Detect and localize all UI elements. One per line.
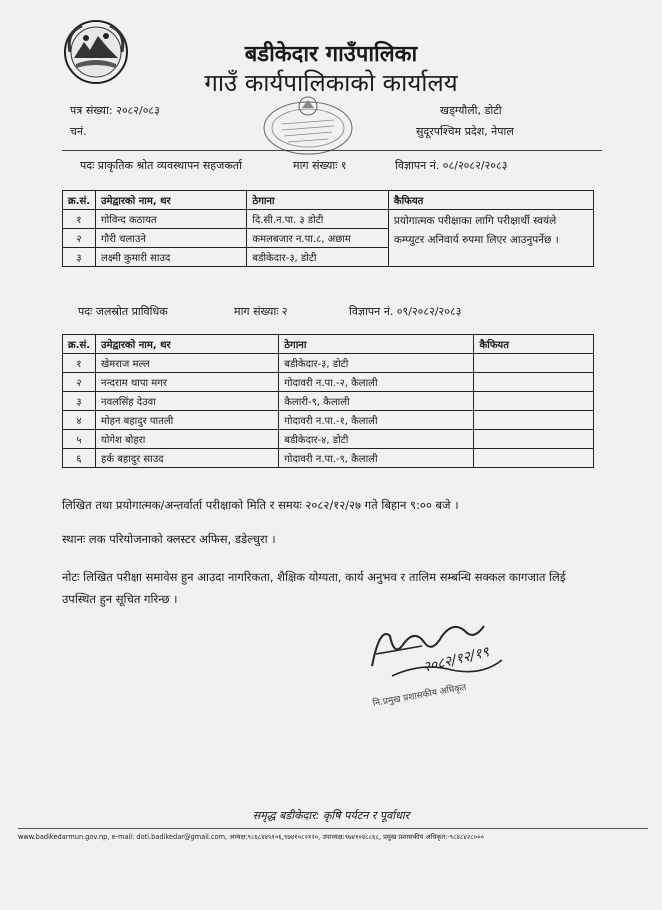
section2-post: पदः जलस्रोत प्राविधिक [78, 305, 168, 318]
cell-remark [474, 430, 594, 449]
section1-demand: माग संख्याः १ [293, 159, 347, 172]
cell-address: दि.सी.न.पा. ३ डोटी [247, 210, 388, 229]
cell-sn: १ [63, 354, 96, 373]
section1-table [62, 190, 594, 267]
note-text: नोटः लिखित परीक्षा समावेस हुन आउदा नागरिकता, शैक्षिक योग्यता, कार्य अनुभव र तालिम सम्बन्धि सक्कल कागजात लिई उपस्थित हुन सूचित गरिन्छ । [62, 570, 566, 607]
handwritten-signature [362, 606, 522, 696]
footer-slogan: समृद्ध बडीकेदार: कृषि पर्यटन र पूर्वाधार [252, 809, 410, 822]
section1-advertisement: विज्ञापन नं. ०८/२०८२/२०८३ [395, 159, 508, 172]
office-seal [258, 94, 358, 158]
cell-remark [474, 449, 594, 468]
cell-sn: २ [63, 229, 96, 248]
cell-name: नन्दराम थापा मगर [96, 373, 279, 392]
signature-block [362, 606, 522, 726]
address-line-2: सुदूरपश्चिम प्रदेश, नेपाल [416, 125, 514, 138]
reference-number: पत्र संख्या: २०८२/०८३ [70, 104, 160, 117]
table-header-row [63, 335, 594, 354]
table-header-row [63, 191, 594, 210]
cell-name: मोहन बहादुर पातली [96, 411, 279, 430]
table-row [63, 411, 594, 430]
column-header-name: उमेद्वारको नाम, थर [96, 335, 279, 354]
column-header-address: ठेगाना [247, 191, 388, 210]
cell-sn: ४ [63, 411, 96, 430]
cell-name: नवलसिंह देउवा [96, 392, 279, 411]
cell-address: गोदावरी न.पा.-१, कैलाली [279, 411, 474, 430]
cell-name: गौरी चलाउने [96, 229, 247, 248]
section2-demand: माग संख्याः २ [234, 305, 288, 318]
header-divider [62, 150, 602, 151]
signatory-title: नि.प्रमुख प्रशासकीय अधिकृत [372, 682, 468, 710]
cell-address: कैलारी-९, कैलाली [279, 392, 474, 411]
table-row [63, 210, 594, 229]
signature-date: २०८२/१२/१९ [421, 644, 491, 676]
cell-remark: प्रयोगात्मक परीक्षाका लागि परीक्षार्थी स्वयंले कम्प्युटर अनिवार्य रुपमा लिएर आउनुपर्नेछ । [388, 210, 593, 267]
venue-text: स्थानः लक परियोजनाको क्लस्टर अफिस, डडेल्धुरा । [62, 532, 276, 546]
cell-sn: ३ [63, 392, 96, 411]
cell-address: बडीकेदार-४, डोटी [279, 430, 474, 449]
cell-name: गोविन्द कठायत [96, 210, 247, 229]
cell-sn: ६ [63, 449, 96, 468]
footer-divider [18, 828, 648, 829]
section2-advertisement: विज्ञापन नं. ०९/२०८२/२०८३ [349, 305, 462, 318]
cell-sn: ५ [63, 430, 96, 449]
office-title: बडीकेदार गाउँपालिका [244, 42, 418, 67]
table-row [63, 392, 594, 411]
cell-remark [474, 411, 594, 430]
chalani-number: चनं. [70, 125, 87, 138]
cell-remark [474, 373, 594, 392]
column-header-name: उमेद्वारको नाम, थर [96, 191, 247, 210]
column-header-sn: क्र.सं. [63, 191, 96, 210]
cell-sn: २ [63, 373, 96, 392]
column-header-remark: कैफियत [474, 335, 594, 354]
cell-name: हर्क बहादुर साउद [96, 449, 279, 468]
column-header-remark: कैफियत [388, 191, 593, 210]
cell-address: बडीकेदार-३, डोटी [279, 354, 474, 373]
footer-contact: www.badikedarmun.gov.np, e-mail: doti.badikedar@gmail.com, अध्यक्ष:९८६८४४५१०६,९७४१०८२१२०, उपाध्यक्ष:९७४१०४८८६८, प्रमुख प्रशासकीय अधिकृत:-९८४८४२८००० [18, 833, 484, 841]
cell-address: बडीकेदार-३, डोटी [247, 248, 388, 267]
cell-remark [474, 354, 594, 373]
address-line-1: खड्ग्यौली, डोटी [440, 104, 502, 117]
column-header-address: ठेगाना [279, 335, 474, 354]
exam-time-text: लिखित तथा प्रयोगात्मक/अन्तर्वार्ता परीक्षाको मिति र समयः २०८२/१२/२७ गते बिहान ९:०० बजे । [62, 498, 459, 512]
cell-address: गोदावरी न.पा.-९, कैलाली [279, 449, 474, 468]
table-row [63, 449, 594, 468]
section1-post: पदः प्राकृतिक श्रोत व्यवस्थापन सहजकर्ता [80, 159, 242, 172]
cell-remark [474, 392, 594, 411]
cell-sn: ३ [63, 248, 96, 267]
cell-address: गोदावरी न.पा.-२, कैलाली [279, 373, 474, 392]
column-header-sn: क्र.सं. [63, 335, 96, 354]
office-subtitle: गाउँ कार्यपालिकाको कार्यालय [204, 69, 458, 97]
cell-address: कमलबजार न.पा.८, अछाम [247, 229, 388, 248]
table-row [63, 354, 594, 373]
cell-name: लक्ष्मी कुमारी साउद [96, 248, 247, 267]
section2-table [62, 334, 594, 468]
cell-name: खेमराज मल्ल [96, 354, 279, 373]
cell-name: योगेश बोहरा [96, 430, 279, 449]
cell-sn: १ [63, 210, 96, 229]
table-row [63, 430, 594, 449]
table-row [63, 373, 594, 392]
